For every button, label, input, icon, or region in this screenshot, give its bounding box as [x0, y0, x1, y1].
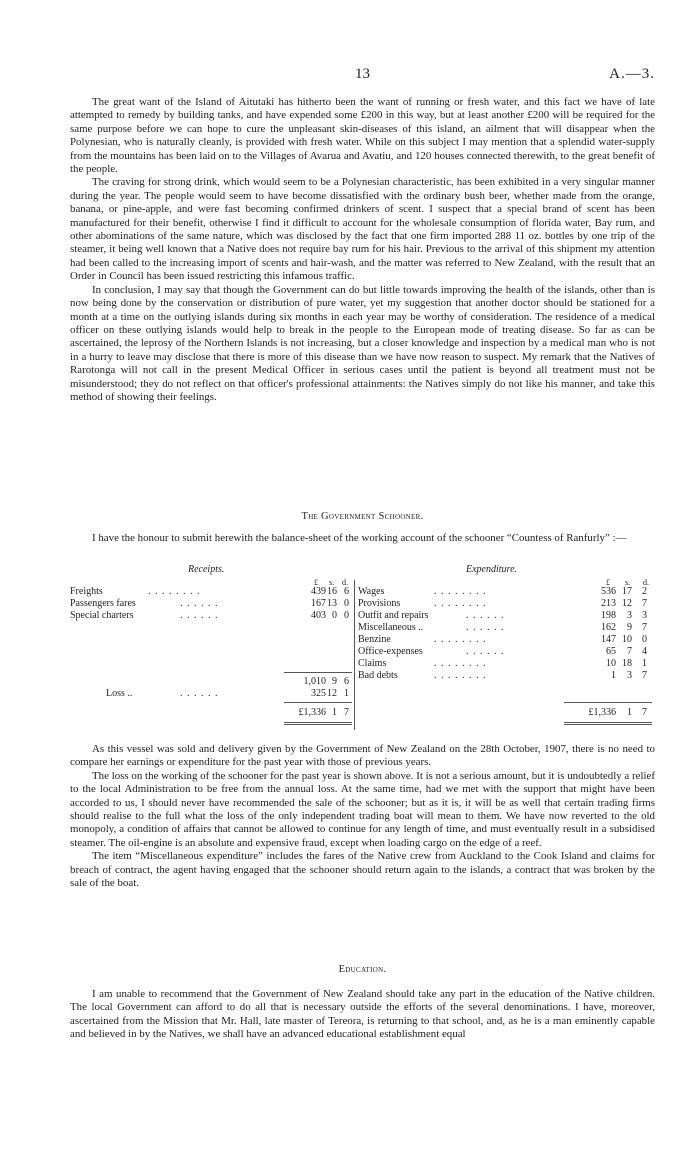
expenditure-label: Provisions: [358, 598, 401, 609]
expenditure-total-shillings: 1: [627, 707, 632, 718]
balance-sheet-divider: [354, 580, 355, 730]
leader-dots: . . . . . . . .: [434, 658, 487, 669]
leader-dots: . . . . . .: [466, 646, 505, 657]
expenditure-pounds: 198: [601, 610, 616, 621]
schooner-intro: [70, 532, 655, 545]
receipt-label: Freights: [70, 586, 103, 597]
leader-dots: . . . . . .: [466, 610, 505, 621]
education-section: [70, 988, 655, 1042]
receipts-total-shillings: 1: [332, 707, 337, 718]
expenditure-shillings: 9: [627, 622, 632, 633]
paragraph-miscellaneous-expenditure: The item “Miscellaneous expenditure” includes the fares of the Native crew from Auckland to the Cook Island and claims for breach of contract, the agent having engaged that the schooner should return again to the islands, a contract that was broken by the sale of the boat.: [70, 850, 655, 890]
receipt-pence: 0: [344, 598, 349, 609]
double-rule: [284, 722, 352, 725]
expenditure-total-row: [358, 707, 655, 719]
section-heading-education: Education.: [338, 964, 387, 975]
expenditure-row: [358, 646, 655, 658]
loss-pence: 1: [344, 688, 349, 699]
expenditure-pence: 2: [642, 586, 647, 597]
receipt-pence: 0: [344, 610, 349, 621]
expenditure-row: [358, 670, 655, 682]
expenditure-row: [358, 610, 655, 622]
intro-section: [70, 96, 655, 404]
total-rule: [284, 702, 352, 703]
page-number: 13: [355, 66, 370, 82]
receipts-unit-pence: d.: [342, 578, 348, 587]
paragraph-education: I am unable to recommend that the Government of New Zealand should take any part in the education of the Native children. The local Government can afford to do all that is necessary outside the efforts of the several denominations. I have, moreover, ascertained from the Mission that Mr. Hall, late master of Tereora, is returning to that school, and, as he is a man eminently capable and believed in by the Natives, we shall have an advanced educational establishment equal: [70, 988, 655, 1041]
expenditure-pounds: 536: [601, 586, 616, 597]
expenditure-pounds: 10: [606, 658, 616, 669]
loss-row: [70, 688, 354, 700]
leader-dots: . . . . . . . .: [148, 586, 201, 597]
expenditure-label: Claims: [358, 658, 387, 669]
schooner-discussion: [70, 743, 655, 890]
leader-dots: . . . . . .: [180, 610, 219, 621]
receipt-pounds: 167: [311, 598, 326, 609]
expenditure-pence: 3: [642, 610, 647, 621]
receipts-subtotal-row: [70, 676, 354, 688]
expenditure-pounds: 147: [601, 634, 616, 645]
receipt-pounds: 403: [311, 610, 326, 621]
expenditure-title: Expenditure.: [466, 564, 518, 575]
expenditure-label: Office-expenses: [358, 646, 423, 657]
receipts-unit-shillings: s.: [329, 578, 335, 587]
receipts-total-pence: 7: [344, 707, 349, 718]
expenditure-label: Bad debts: [358, 670, 398, 681]
expenditure-row: [358, 622, 655, 634]
leader-dots: . . . . . . . .: [434, 670, 487, 681]
expenditure-row: [358, 598, 655, 610]
expenditure-total-pounds: £1,336: [588, 707, 616, 718]
expenditure-pence: 7: [642, 622, 647, 633]
expenditure-pence: 1: [642, 658, 647, 669]
subtotal-pence: 6: [344, 676, 349, 687]
expenditure-pounds: 1: [611, 670, 616, 681]
receipts-total-row: [70, 707, 354, 719]
expenditure-pence: 7: [642, 598, 647, 609]
receipt-label: Passengers fares: [70, 598, 136, 609]
leader-dots: . . . . . . . .: [434, 586, 487, 597]
receipt-label: Special charters: [70, 610, 134, 621]
receipts-total-pounds: £1,336: [298, 707, 326, 718]
expenditure-shillings: 3: [627, 610, 632, 621]
expenditure-label: Wages: [358, 586, 385, 597]
receipts-unit-pounds: £: [314, 578, 318, 587]
expenditure-shillings: 17: [622, 586, 632, 597]
expenditure-total-pence: 7: [642, 707, 647, 718]
expenditure-pence: 0: [642, 634, 647, 645]
loss-label: Loss ..: [106, 688, 133, 699]
receipts-title: Receipts.: [188, 564, 225, 575]
document-reference: A.—3.: [609, 66, 655, 82]
expenditure-shillings: 12: [622, 598, 632, 609]
leader-dots: . . . . . .: [180, 688, 219, 699]
expenditure-row: [358, 586, 655, 598]
subtotal-rule: [284, 672, 352, 673]
receipt-row: [70, 610, 354, 622]
expenditure-label: Miscellaneous ..: [358, 622, 424, 633]
leader-dots: . . . . . .: [180, 598, 219, 609]
receipt-row: [70, 586, 354, 598]
expenditure-double-rule: [564, 722, 652, 725]
expenditure-pence: 4: [642, 646, 647, 657]
expenditure-shillings: 7: [627, 646, 632, 657]
expenditure-unit-pence: d.: [643, 578, 649, 587]
receipt-shillings: 16: [327, 586, 337, 597]
loss-shillings: 12: [327, 688, 337, 699]
leader-dots: . . . . . . . .: [434, 598, 487, 609]
expenditure-pounds: 162: [601, 622, 616, 633]
receipt-row: [70, 598, 354, 610]
expenditure-unit-pounds: £: [606, 578, 610, 587]
receipt-shillings: 0: [332, 610, 337, 621]
expenditure-row: [358, 658, 655, 670]
expenditure-pounds: 213: [601, 598, 616, 609]
section-heading-schooner: The Government Schooner.: [301, 511, 424, 522]
receipt-pence: 6: [344, 586, 349, 597]
expenditure-label: Benzine: [358, 634, 391, 645]
paragraph-aitutaki-water: The great want of the Island of Aitutaki has hitherto been the want of running or fresh water, and this fact we have of late attempted to remedy by building tanks, and have expended some £200 in this way, but at least another £200 will be required for the same purpose before we can hope to cure the unpleasant skin-diseases of this island, an ailment that will disappear when the Polynesian, who is naturally cleanly, is provided with fresh water. While on this subject I may mention that a splendid water-supply from the mountains has been laid on to the Villages of Avarua and Avatiu, and 120 houses connected therewith, to the great benefit of the people.: [70, 96, 655, 176]
paragraph-vessel-sold: As this vessel was sold and delivery given by the Government of New Zealand on the 28th October, 1907, there is no need to compare her earnings or expenditure for the past year with those of previous years.: [70, 743, 655, 769]
expenditure-unit-shillings: s.: [625, 578, 631, 587]
paragraph-conclusion-health: In conclusion, I may say that though the Government can do but little towards improving the health of the islands, other than is now being done by the conservation or distribution of pure water, yet my suggestion that another doctor should be stationed for a month at a time on the outlying islands during six months in each year may be worthy of consideration. The residence of a medical officer on these outlying islands would help to break in the people to the European mode of treating disease. So far as can be ascertained, the leprosy of the Northern Islands is not increasing, but a closer knowledge and inspection by a medical man who is not in a hurry to leave may disclose that there is more of this disease than we have now reason to suspect. My remark that the Natives of Rarotonga will not call in the present Medical Officer in serious cases until the patient is beyond all treatment must not be misunderstood; they do not reflect on that officer's professional attainments: the Natives simply do not like his manner, and take this method of showing their feelings.: [70, 283, 655, 403]
leader-dots: . . . . . . . .: [434, 634, 487, 645]
expenditure-row: [358, 634, 655, 646]
subtotal-shillings: 9: [332, 676, 337, 687]
paragraph-schooner-intro: I have the honour to submit herewith the balance-sheet of the working account of the schooner “Countess of Ranfurly” :—: [92, 532, 627, 544]
expenditure-shillings: 10: [622, 634, 632, 645]
expenditure-pence: 7: [642, 670, 647, 681]
leader-dots: . . . . . .: [466, 622, 505, 633]
expenditure-pounds: 65: [606, 646, 616, 657]
expenditure-shillings: 18: [622, 658, 632, 669]
expenditure-total-rule: [564, 702, 652, 703]
subtotal-pounds: 1,010: [303, 676, 326, 687]
receipt-shillings: 13: [327, 598, 337, 609]
paragraph-schooner-loss: The loss on the working of the schooner for the past year is shown above. It is not a serious amount, but it is undoubtedly a relief to the local Administration to be free from the annual loss. At the same time, had we met with the support that might have been accorded to us, I should never have recommended the sale of the schooner; but as it is, it will be as well that certain trading firms should realise to the full what the loss of the only independent trading boat will mean to them. We have now reverted to the old monopoly, a condition of affairs that cannot be allowed to continue for any length of time, and must eventually result in a subsidised steamer. The oil-engine is an absolute and expensive fraud, except when loading cargo on the edge of a reef.: [70, 769, 655, 849]
expenditure-shillings: 3: [627, 670, 632, 681]
receipt-pounds: 439: [311, 586, 326, 597]
paragraph-strong-drink: The craving for strong drink, which would seem to be a Polynesian characteristic, has been exhibited in a very singular manner during the year. The people would seem to have become dissatisfied with the ordinary bush beer, whether made from the orange, banana, or pine-apple, and were fast becoming confirmed drinkers of scent. I suspect that a special brand of scent has been manufactured for their benefit, otherwise I find it difficult to account for the wholesale consumption of florida water, Bay rum, and other abominations of the same nature, which was disclosed by the fact that one firm imported 288 11 oz. bottles by one trip of the steamer, it being well known that a Native does not require bay rum for his hair. Previous to the arrival of this shipment my attention had been called to the increasing import of scents and hair-wash, and the matter was referred to New Zealand, with the result that an Order in Council has been issued restricting this infamous traffic.: [70, 176, 655, 283]
expenditure-label: Outfit and repairs: [358, 610, 429, 621]
loss-pounds: 325: [311, 688, 326, 699]
